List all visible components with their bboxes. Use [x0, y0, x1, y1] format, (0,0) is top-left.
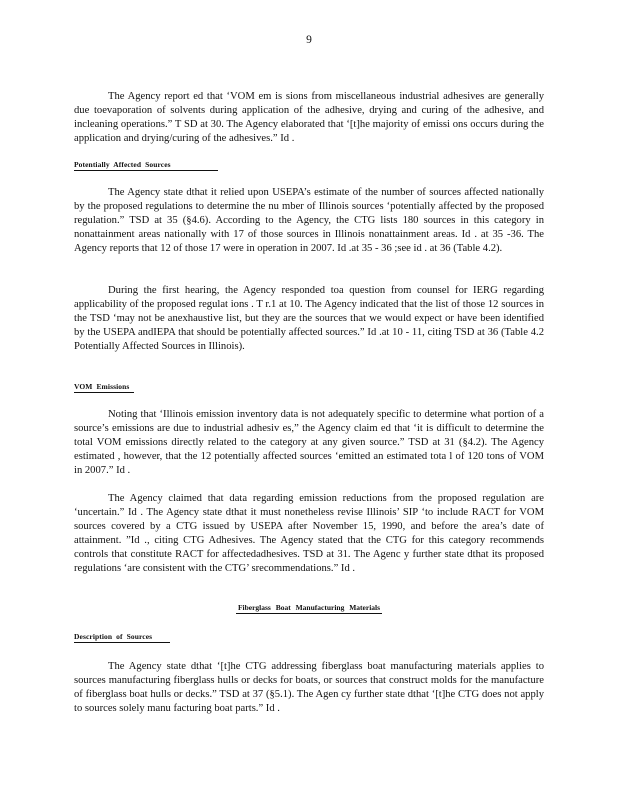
- paragraph-affected-sources-estimate: [74, 186, 544, 256]
- paragraph-text: The Agency state dthat ‘[t]he CTG addressing fiberglass boat manufacturing materials applies to sources manufacturing fiberglass hulls or decks for boats, or sources that construct molds for the manufacture of fiberglass boat hulls or decks.” TSD at 37 (§5.1). The Agen cy further state dthat ‘[t]he CTG does not apply to sources solely manu facturing boat parts.” Id .: [74, 661, 544, 714]
- page-number: 9: [306, 34, 312, 46]
- paragraph-text: The Agency report ed that ‘VOM em is sions from miscellaneous industrial adhesives are generally due toevaporation of solvents during application of the adhesive, drying and curing of the adhesive, and incleaning operations.” T SD at 30. The Agency elaborated that ‘[t]he majority of emissi ons occurs during the application and drying/curing of the adhesives.” Id .: [74, 91, 544, 144]
- paragraph-text: The Agency state dthat it relied upon USEPA’s estimate of the number of sources affected nationally by the proposed regulations to determine the nu mber of Illinois sources ‘potentially affected by the proposed regulation.” TSD at 35 (§4.6). According to the Agency, the CTG lists 180 sources in this category in nonattainment areas nationally with 17 of those sources in Illinois nonattainment areas. Id . at 35 -36. The Agency reports that 12 of those 17 were in operation in 2007. Id .at 35 - 36 ;see id . at 36 (Table 4.2).: [74, 187, 544, 254]
- paragraph-emission-inventory: [74, 408, 544, 478]
- paragraph-fiberglass-ctg: [74, 660, 544, 716]
- heading-description-of-sources: Description of Sources: [74, 632, 170, 643]
- paragraph-text: The Agency claimed that data regarding emission reductions from the proposed regulation are ‘uncertain.” Id . The Agency state dthat it must nonetheless revise Illinois’ SIP ‘to include RACT for VOM sources covered by a CTG issued by USEPA after November 15, 1990, and before the area’s date of attainment. ”Id ., citing CTG Adhesives. The Agency stated that the CTG for this category recommends controls that constitute RACT for affectedadhesives. TSD at 31. The Agenc y further state dthat its proposed regulations ‘are consistent with the CTG’ srecommendations.” Id .: [74, 493, 544, 574]
- paragraph-text: During the first hearing, the Agency responded toa question from counsel for IERG regarding applicability of the proposed regulat ions . T r.1 at 10. The Agency indicated that the list of those 12 sources in the TSD ‘may not be anexhaustive list, but they are the sources that we would expect or have been identified by the USEPA andIEPA that should be potentially affected sources.” Id .at 10 - 11, citing TSD at 36 (Table 4.2 Potentially Affected Sources in Illinois).: [74, 285, 544, 352]
- paragraph-first-hearing: [74, 284, 544, 354]
- paragraph-emission-reductions: [74, 492, 544, 576]
- heading-text: Fiberglass Boat Manufacturing Materials: [237, 603, 381, 612]
- heading-fiberglass-boat-manufacturing: [0, 603, 618, 612]
- paragraph-vom-emissions-adhesives: [74, 90, 544, 146]
- paragraph-text: Noting that ‘Illinois emission inventory data is not adequately specific to determine what portion of a source’s emissions are due to industrial adhesiv es,” the Agency claim ed that ‘it is difficult to determine the total VOM emissions directly related to the category at any given source.” TSD at 31 (§4.2). The Agency estimated , however, that the 12 potentially affected sources ‘emitted an estimated tota l of 120 tons of VOM in 2007.” Id .: [74, 409, 544, 476]
- heading-vom-emissions: VOM Emissions: [74, 382, 134, 393]
- heading-potentially-affected-sources: Potentially Affected Sources: [74, 160, 218, 171]
